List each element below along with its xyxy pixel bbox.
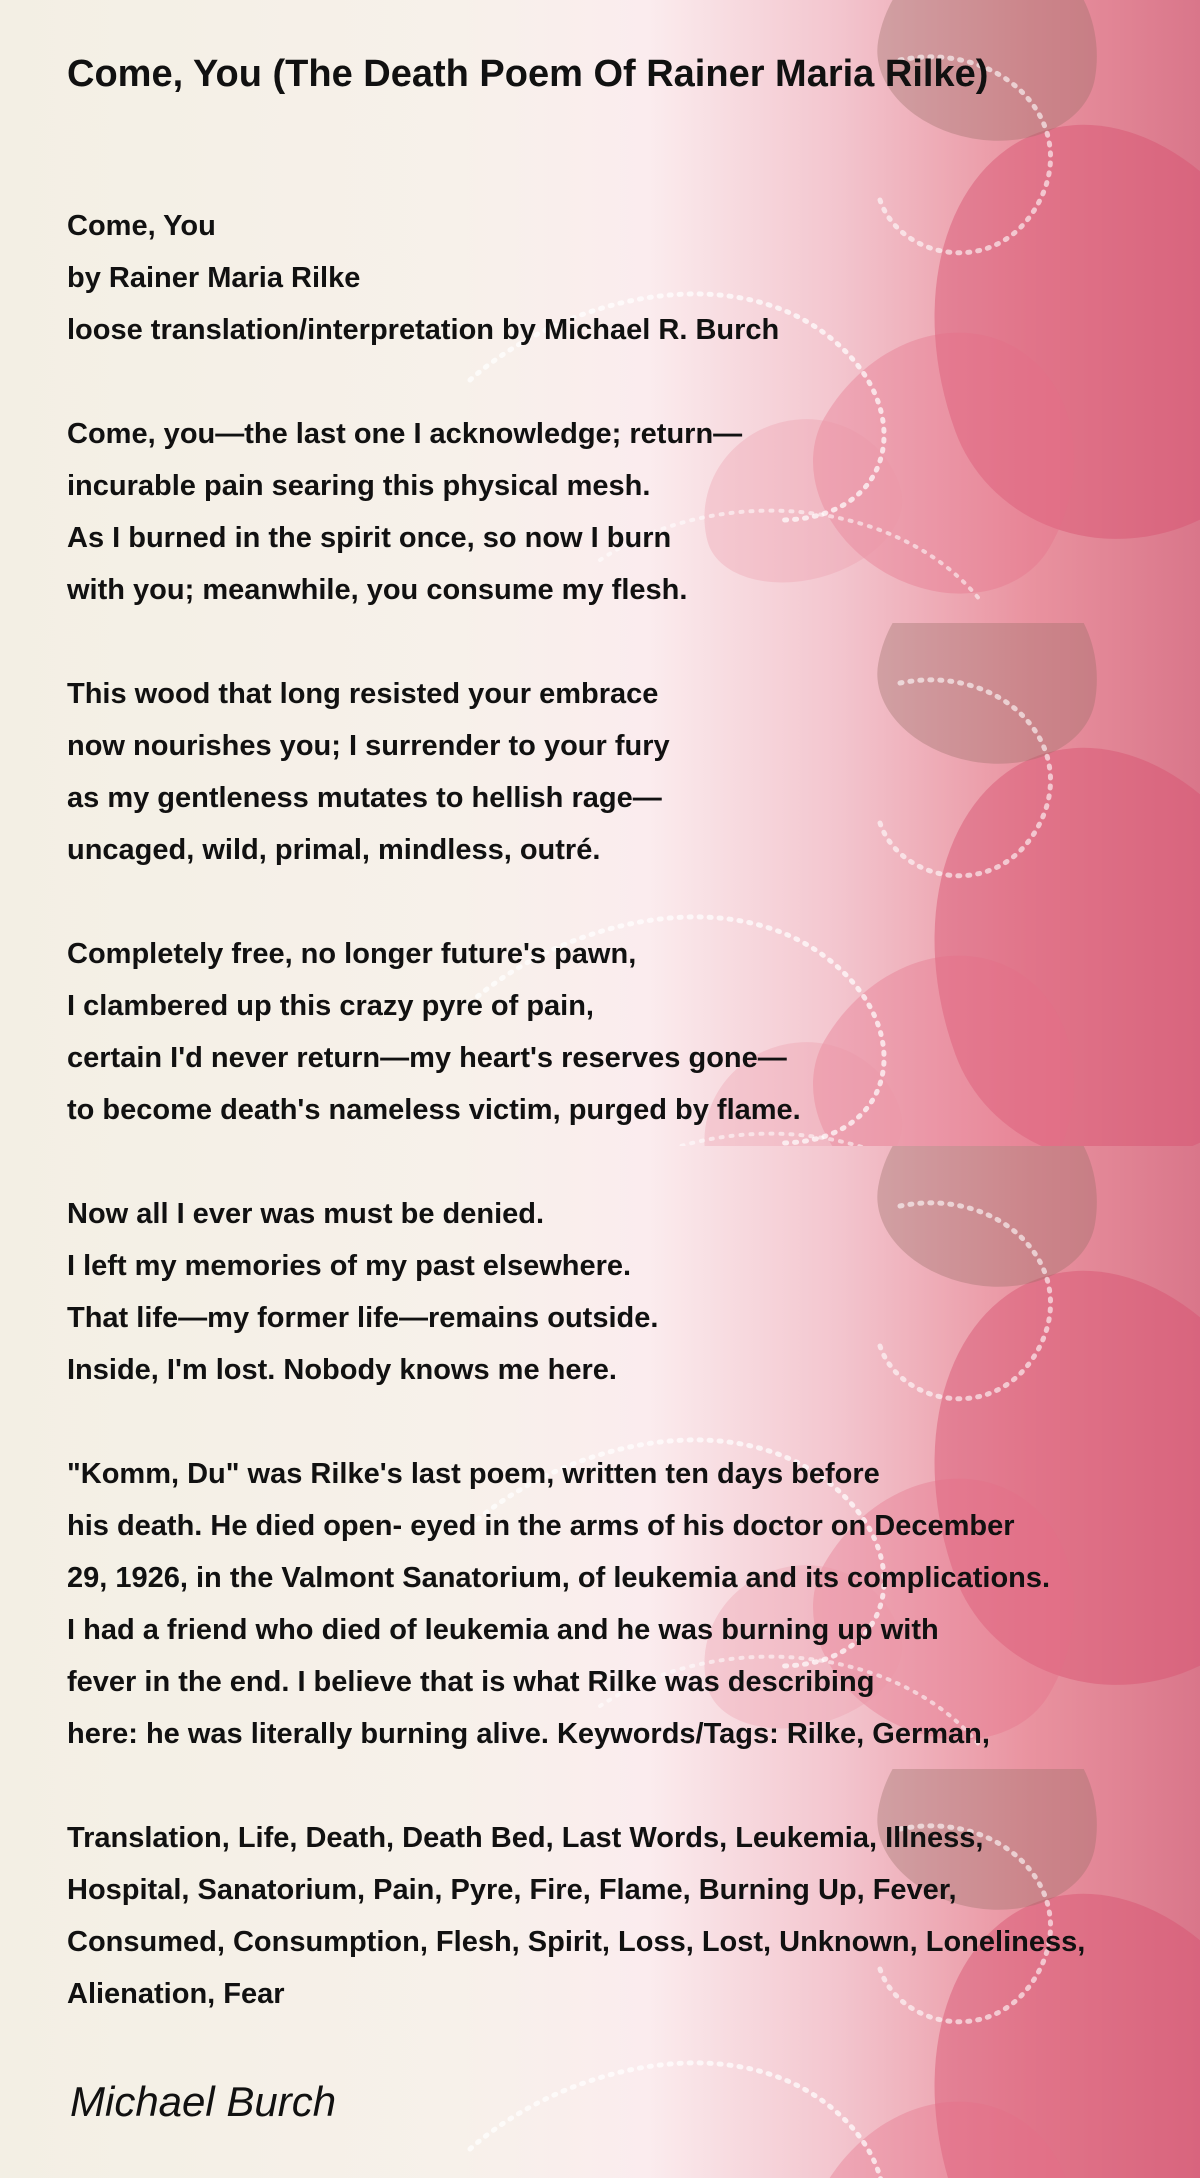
- poem-line: Inside, I'm lost. Nobody knows me here.: [67, 1354, 617, 1386]
- poem-line: I clambered up this crazy pyre of pain,: [67, 990, 594, 1022]
- header-line: by Rainer Maria Rilke: [67, 262, 361, 294]
- poem-line: Completely free, no longer future's pawn,: [67, 938, 637, 970]
- note-line: 29, 1926, in the Valmont Sanatorium, of leukemia and its complications.: [67, 1562, 1051, 1594]
- page-title: Come, You (The Death Poem Of Rainer Maria Rilke): [67, 53, 989, 95]
- header-line: loose translation/interpretation by Michael R. Burch: [67, 314, 780, 346]
- tags-line: Consumed, Consumption, Flesh, Spirit, Loss, Lost, Unknown, Loneliness,: [67, 1926, 1086, 1958]
- tags-line: Alienation, Fear: [67, 1978, 285, 2010]
- poem-line: uncaged, wild, primal, mindless, outré.: [67, 834, 601, 866]
- poem-line: with you; meanwhile, you consume my flesh.: [67, 574, 688, 606]
- poem-line: I left my memories of my past elsewhere.: [67, 1250, 632, 1282]
- poem-line: This wood that long resisted your embrace: [67, 678, 659, 710]
- poem-line: certain I'd never return—my heart's reserves gone—: [67, 1042, 787, 1074]
- note-line: here: he was literally burning alive. Keywords/Tags: Rilke, German,: [67, 1718, 990, 1750]
- note-line: "Komm, Du" was Rilke's last poem, written ten days before: [67, 1458, 880, 1490]
- poem-line: That life—my former life—remains outside.: [67, 1302, 659, 1334]
- note-line: his death. He died open- eyed in the arms of his doctor on December: [67, 1510, 1015, 1542]
- poem-line: Now all I ever was must be denied.: [67, 1198, 545, 1230]
- tags-line: Hospital, Sanatorium, Pain, Pyre, Fire, Flame, Burning Up, Fever,: [67, 1874, 957, 1906]
- poem-line: Come, you—the last one I acknowledge; return—: [67, 418, 743, 450]
- header-line: Come, You: [67, 210, 216, 242]
- poem-line: incurable pain searing this physical mesh.: [67, 470, 651, 502]
- author-signature: Michael Burch: [70, 2078, 337, 2125]
- poem-line: As I burned in the spirit once, so now I burn: [67, 522, 672, 554]
- poem-line: to become death's nameless victim, purged by flame.: [67, 1094, 801, 1126]
- note-line: I had a friend who died of leukemia and he was burning up with: [67, 1614, 939, 1646]
- poem-line: now nourishes you; I surrender to your fury: [67, 730, 670, 762]
- poem-line: as my gentleness mutates to hellish rage—: [67, 782, 662, 814]
- tags-line: Translation, Life, Death, Death Bed, Last Words, Leukemia, Illness,: [67, 1822, 984, 1854]
- note-line: fever in the end. I believe that is what Rilke was describing: [67, 1666, 875, 1698]
